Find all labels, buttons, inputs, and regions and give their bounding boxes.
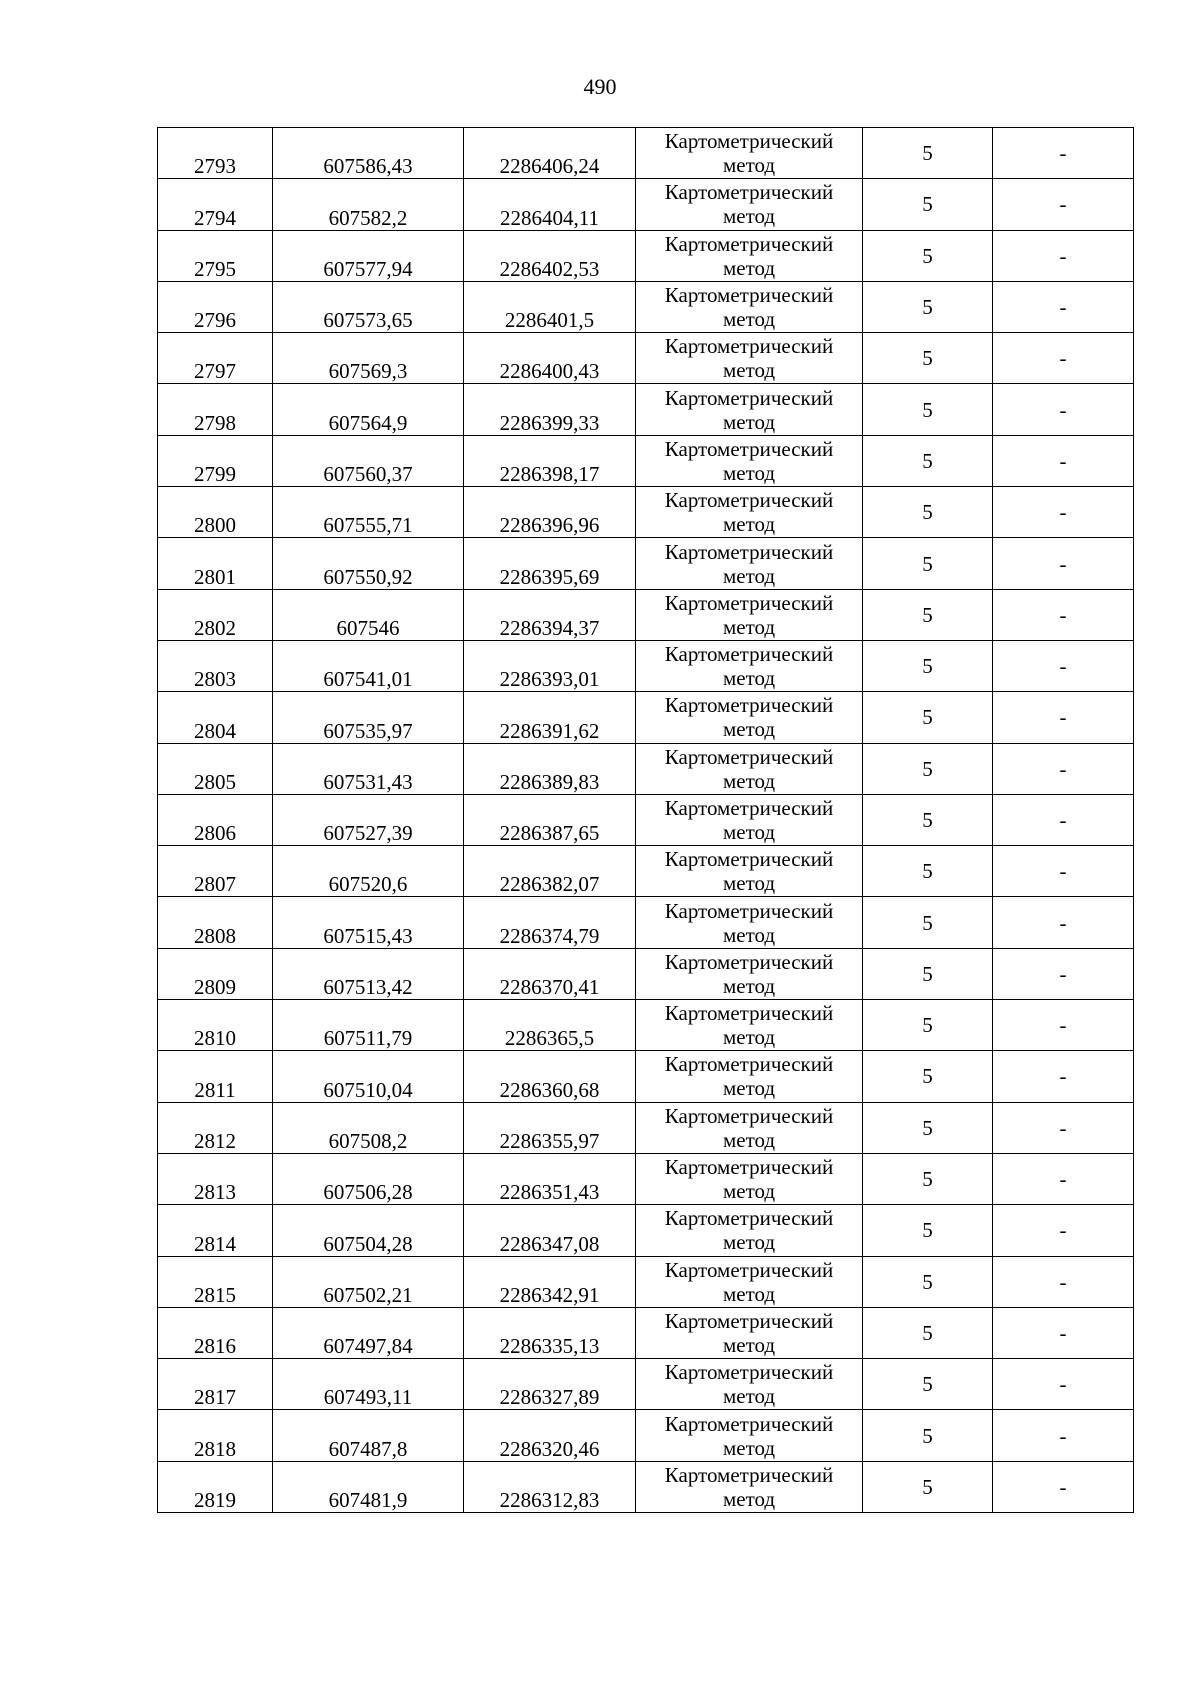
note-cell: - xyxy=(993,1153,1134,1204)
table-row xyxy=(158,692,1134,743)
y-coordinate-cell: 2286370,41 xyxy=(464,948,636,999)
method-line-2: метод xyxy=(722,1281,776,1306)
note-cell: - xyxy=(993,333,1134,384)
accuracy-cell: 5 xyxy=(863,794,993,845)
method-line-1: Картометрический xyxy=(664,1308,834,1333)
note-cell: - xyxy=(993,846,1134,897)
y-coordinate-cell: 2286398,17 xyxy=(464,435,636,486)
x-coordinate-cell: 607531,43 xyxy=(273,743,464,794)
x-coordinate-cell: 607535,97 xyxy=(273,692,464,743)
table-row xyxy=(158,1307,1134,1358)
y-coordinate-cell: 2286335,13 xyxy=(464,1307,636,1358)
method-line-2: метод xyxy=(722,563,776,588)
y-coordinate-cell: 2286395,69 xyxy=(464,538,636,589)
accuracy-cell: 5 xyxy=(863,1000,993,1051)
x-coordinate-cell: 607481,9 xyxy=(273,1461,464,1512)
accuracy-cell: 5 xyxy=(863,230,993,281)
table-row xyxy=(158,128,1134,179)
accuracy-cell: 5 xyxy=(863,1051,993,1102)
method-line-1: Картометрический xyxy=(664,1155,834,1180)
point-number-cell: 2814 xyxy=(158,1205,273,1256)
method-line-1: Картометрический xyxy=(664,744,834,769)
table-row xyxy=(158,794,1134,845)
accuracy-cell: 5 xyxy=(863,333,993,384)
method-line-1: Картометрический xyxy=(664,129,834,154)
y-coordinate-cell: 2286393,01 xyxy=(464,640,636,691)
accuracy-cell: 5 xyxy=(863,487,993,538)
x-coordinate-cell: 607569,3 xyxy=(273,333,464,384)
method-line-2: метод xyxy=(722,922,776,947)
y-coordinate-cell: 2286404,11 xyxy=(464,179,636,230)
y-coordinate-cell: 2286351,43 xyxy=(464,1153,636,1204)
method-line-2: метод xyxy=(722,973,776,998)
method-cell xyxy=(636,1000,863,1051)
method-line-1: Картометрический xyxy=(664,1411,834,1436)
coordinates-table-body xyxy=(158,128,1134,1513)
table-row xyxy=(158,846,1134,897)
method-cell xyxy=(636,1256,863,1307)
method-line-2: метод xyxy=(722,871,776,896)
method-line-2: метод xyxy=(722,717,776,742)
method-cell xyxy=(636,384,863,435)
method-line-2: метод xyxy=(722,1384,776,1409)
x-coordinate-cell: 607508,2 xyxy=(273,1102,464,1153)
table-row xyxy=(158,640,1134,691)
y-coordinate-cell: 2286400,43 xyxy=(464,333,636,384)
x-coordinate-cell: 607577,94 xyxy=(273,230,464,281)
method-cell xyxy=(636,1307,863,1358)
x-coordinate-cell: 607497,84 xyxy=(273,1307,464,1358)
note-cell: - xyxy=(993,1102,1134,1153)
point-number-cell: 2811 xyxy=(158,1051,273,1102)
y-coordinate-cell: 2286365,5 xyxy=(464,1000,636,1051)
table-row xyxy=(158,743,1134,794)
method-line-2: метод xyxy=(722,255,776,280)
method-cell xyxy=(636,743,863,794)
point-number-cell: 2793 xyxy=(158,128,273,179)
x-coordinate-cell: 607515,43 xyxy=(273,897,464,948)
method-cell xyxy=(636,487,863,538)
point-number-cell: 2816 xyxy=(158,1307,273,1358)
method-cell xyxy=(636,897,863,948)
method-cell xyxy=(636,846,863,897)
method-line-2: метод xyxy=(722,614,776,639)
x-coordinate-cell: 607504,28 xyxy=(273,1205,464,1256)
method-line-2: метод xyxy=(722,204,776,229)
point-number-cell: 2806 xyxy=(158,794,273,845)
accuracy-cell: 5 xyxy=(863,1102,993,1153)
note-cell: - xyxy=(993,128,1134,179)
y-coordinate-cell: 2286347,08 xyxy=(464,1205,636,1256)
x-coordinate-cell: 607513,42 xyxy=(273,948,464,999)
method-line-1: Картометрический xyxy=(664,1206,834,1231)
table-row xyxy=(158,1051,1134,1102)
table-row xyxy=(158,384,1134,435)
method-cell xyxy=(636,948,863,999)
x-coordinate-cell: 607527,39 xyxy=(273,794,464,845)
accuracy-cell: 5 xyxy=(863,435,993,486)
note-cell: - xyxy=(993,384,1134,435)
method-line-2: метод xyxy=(722,820,776,844)
point-number-cell: 2800 xyxy=(158,487,273,538)
note-cell: - xyxy=(993,538,1134,589)
point-number-cell: 2809 xyxy=(158,948,273,999)
accuracy-cell: 5 xyxy=(863,179,993,230)
point-number-cell: 2808 xyxy=(158,897,273,948)
accuracy-cell: 5 xyxy=(863,589,993,640)
method-line-1: Картометрический xyxy=(664,231,834,256)
accuracy-cell: 5 xyxy=(863,692,993,743)
y-coordinate-cell: 2286312,83 xyxy=(464,1461,636,1512)
accuracy-cell: 5 xyxy=(863,1359,993,1410)
table-row xyxy=(158,1000,1134,1051)
x-coordinate-cell: 607582,2 xyxy=(273,179,464,230)
x-coordinate-cell: 607502,21 xyxy=(273,1256,464,1307)
x-coordinate-cell: 607487,8 xyxy=(273,1410,464,1461)
point-number-cell: 2802 xyxy=(158,589,273,640)
method-cell xyxy=(636,1410,863,1461)
accuracy-cell: 5 xyxy=(863,897,993,948)
method-cell xyxy=(636,1359,863,1410)
method-cell xyxy=(636,128,863,179)
table-row xyxy=(158,1410,1134,1461)
method-line-2: метод xyxy=(722,512,776,537)
x-coordinate-cell: 607511,79 xyxy=(273,1000,464,1051)
method-line-1: Картометрический xyxy=(664,1257,834,1282)
table-row xyxy=(158,589,1134,640)
x-coordinate-cell: 607550,92 xyxy=(273,538,464,589)
method-line-1: Картометрический xyxy=(664,590,834,615)
y-coordinate-cell: 2286399,33 xyxy=(464,384,636,435)
method-line-1: Картометрический xyxy=(664,847,834,872)
point-number-cell: 2815 xyxy=(158,1256,273,1307)
table-row xyxy=(158,538,1134,589)
method-line-2: метод xyxy=(722,1435,776,1460)
note-cell: - xyxy=(993,948,1134,999)
note-cell: - xyxy=(993,179,1134,230)
method-cell xyxy=(636,281,863,332)
point-number-cell: 2812 xyxy=(158,1102,273,1153)
method-cell xyxy=(636,333,863,384)
method-line-2: метод xyxy=(722,1076,776,1101)
x-coordinate-cell: 607555,71 xyxy=(273,487,464,538)
y-coordinate-cell: 2286406,24 xyxy=(464,128,636,179)
table-row xyxy=(158,230,1134,281)
note-cell: - xyxy=(993,435,1134,486)
point-number-cell: 2804 xyxy=(158,692,273,743)
table-row xyxy=(158,1102,1134,1153)
point-number-cell: 2797 xyxy=(158,333,273,384)
method-line-1: Картометрический xyxy=(664,539,834,564)
y-coordinate-cell: 2286374,79 xyxy=(464,897,636,948)
method-line-2: метод xyxy=(722,1486,776,1511)
method-line-1: Картометрический xyxy=(664,1360,834,1385)
point-number-cell: 2794 xyxy=(158,179,273,230)
accuracy-cell: 5 xyxy=(863,846,993,897)
method-line-1: Картометрический xyxy=(664,693,834,718)
note-cell: - xyxy=(993,743,1134,794)
accuracy-cell: 5 xyxy=(863,128,993,179)
point-number-cell: 2795 xyxy=(158,230,273,281)
method-cell xyxy=(636,179,863,230)
note-cell: - xyxy=(993,1359,1134,1410)
method-line-1: Картометрический xyxy=(664,949,834,974)
table-row xyxy=(158,435,1134,486)
method-line-2: метод xyxy=(722,1025,776,1050)
table-row xyxy=(158,1256,1134,1307)
x-coordinate-cell: 607546 xyxy=(273,589,464,640)
method-line-1: Картометрический xyxy=(664,1052,834,1077)
method-cell xyxy=(636,1461,863,1512)
method-line-2: метод xyxy=(722,1230,776,1255)
y-coordinate-cell: 2286387,65 xyxy=(464,794,636,845)
y-coordinate-cell: 2286401,5 xyxy=(464,281,636,332)
method-cell xyxy=(636,1102,863,1153)
x-coordinate-cell: 607541,01 xyxy=(273,640,464,691)
y-coordinate-cell: 2286382,07 xyxy=(464,846,636,897)
note-cell: - xyxy=(993,1051,1134,1102)
method-cell xyxy=(636,1051,863,1102)
y-coordinate-cell: 2286396,96 xyxy=(464,487,636,538)
note-cell: - xyxy=(993,897,1134,948)
table-row xyxy=(158,487,1134,538)
y-coordinate-cell: 2286389,83 xyxy=(464,743,636,794)
y-coordinate-cell: 2286394,37 xyxy=(464,589,636,640)
method-line-1: Картометрический xyxy=(664,1103,834,1128)
point-number-cell: 2807 xyxy=(158,846,273,897)
method-line-2: метод xyxy=(722,1127,776,1152)
x-coordinate-cell: 607573,65 xyxy=(273,281,464,332)
table-row xyxy=(158,948,1134,999)
accuracy-cell: 5 xyxy=(863,1461,993,1512)
method-line-1: Картометрический xyxy=(664,385,834,410)
x-coordinate-cell: 607564,9 xyxy=(273,384,464,435)
method-line-1: Картометрический xyxy=(664,1001,834,1026)
method-cell xyxy=(636,794,863,845)
point-number-cell: 2803 xyxy=(158,640,273,691)
note-cell: - xyxy=(993,589,1134,640)
method-cell xyxy=(636,538,863,589)
method-cell xyxy=(636,230,863,281)
accuracy-cell: 5 xyxy=(863,384,993,435)
method-cell xyxy=(636,692,863,743)
point-number-cell: 2813 xyxy=(158,1153,273,1204)
note-cell: - xyxy=(993,794,1134,845)
y-coordinate-cell: 2286402,53 xyxy=(464,230,636,281)
method-line-2: метод xyxy=(722,307,776,332)
y-coordinate-cell: 2286355,97 xyxy=(464,1102,636,1153)
point-number-cell: 2819 xyxy=(158,1461,273,1512)
accuracy-cell: 5 xyxy=(863,948,993,999)
point-number-cell: 2805 xyxy=(158,743,273,794)
note-cell: - xyxy=(993,230,1134,281)
page-number: 490 xyxy=(583,74,617,99)
method-line-2: метод xyxy=(722,460,776,485)
coordinates-table xyxy=(157,127,1134,1513)
table-row xyxy=(158,333,1134,384)
note-cell: - xyxy=(993,1410,1134,1461)
method-line-2: метод xyxy=(722,1179,776,1204)
method-line-1: Картометрический xyxy=(664,283,834,308)
y-coordinate-cell: 2286360,68 xyxy=(464,1051,636,1102)
note-cell: - xyxy=(993,1256,1134,1307)
y-coordinate-cell: 2286342,91 xyxy=(464,1256,636,1307)
accuracy-cell: 5 xyxy=(863,1205,993,1256)
method-line-1: Картометрический xyxy=(664,1462,834,1487)
point-number-cell: 2810 xyxy=(158,1000,273,1051)
accuracy-cell: 5 xyxy=(863,538,993,589)
method-line-2: метод xyxy=(722,358,776,383)
table-row xyxy=(158,179,1134,230)
note-cell: - xyxy=(993,487,1134,538)
note-cell: - xyxy=(993,692,1134,743)
method-line-1: Картометрический xyxy=(664,334,834,359)
method-line-1: Картометрический xyxy=(664,898,834,923)
method-cell xyxy=(636,1153,863,1204)
point-number-cell: 2817 xyxy=(158,1359,273,1410)
method-line-2: метод xyxy=(722,666,776,691)
point-number-cell: 2798 xyxy=(158,384,273,435)
y-coordinate-cell: 2286391,62 xyxy=(464,692,636,743)
point-number-cell: 2799 xyxy=(158,435,273,486)
x-coordinate-cell: 607493,11 xyxy=(273,1359,464,1410)
x-coordinate-cell: 607560,37 xyxy=(273,435,464,486)
x-coordinate-cell: 607586,43 xyxy=(273,128,464,179)
table-row xyxy=(158,897,1134,948)
accuracy-cell: 5 xyxy=(863,1256,993,1307)
method-line-1: Картометрический xyxy=(664,796,834,820)
table-row xyxy=(158,1153,1134,1204)
point-number-cell: 2796 xyxy=(158,281,273,332)
method-line-1: Картометрический xyxy=(664,642,834,667)
accuracy-cell: 5 xyxy=(863,640,993,691)
note-cell: - xyxy=(993,1461,1134,1512)
method-line-2: метод xyxy=(722,409,776,434)
method-cell xyxy=(636,1205,863,1256)
accuracy-cell: 5 xyxy=(863,1153,993,1204)
x-coordinate-cell: 607510,04 xyxy=(273,1051,464,1102)
note-cell: - xyxy=(993,640,1134,691)
point-number-cell: 2801 xyxy=(158,538,273,589)
note-cell: - xyxy=(993,281,1134,332)
method-line-1: Картометрический xyxy=(664,436,834,461)
method-cell xyxy=(636,589,863,640)
note-cell: - xyxy=(993,1205,1134,1256)
y-coordinate-cell: 2286327,89 xyxy=(464,1359,636,1410)
accuracy-cell: 5 xyxy=(863,743,993,794)
table-row xyxy=(158,1205,1134,1256)
y-coordinate-cell: 2286320,46 xyxy=(464,1410,636,1461)
method-line-1: Картометрический xyxy=(664,488,834,513)
note-cell: - xyxy=(993,1307,1134,1358)
method-cell xyxy=(636,435,863,486)
note-cell: - xyxy=(993,1000,1134,1051)
accuracy-cell: 5 xyxy=(863,281,993,332)
x-coordinate-cell: 607520,6 xyxy=(273,846,464,897)
method-cell xyxy=(636,640,863,691)
table-row xyxy=(158,1359,1134,1410)
table-row xyxy=(158,1461,1134,1512)
x-coordinate-cell: 607506,28 xyxy=(273,1153,464,1204)
method-line-1: Картометрический xyxy=(664,180,834,205)
point-number-cell: 2818 xyxy=(158,1410,273,1461)
method-line-2: метод xyxy=(722,1332,776,1357)
method-line-2: метод xyxy=(722,153,776,178)
accuracy-cell: 5 xyxy=(863,1307,993,1358)
table-row xyxy=(158,281,1134,332)
accuracy-cell: 5 xyxy=(863,1410,993,1461)
method-line-2: метод xyxy=(722,768,776,793)
